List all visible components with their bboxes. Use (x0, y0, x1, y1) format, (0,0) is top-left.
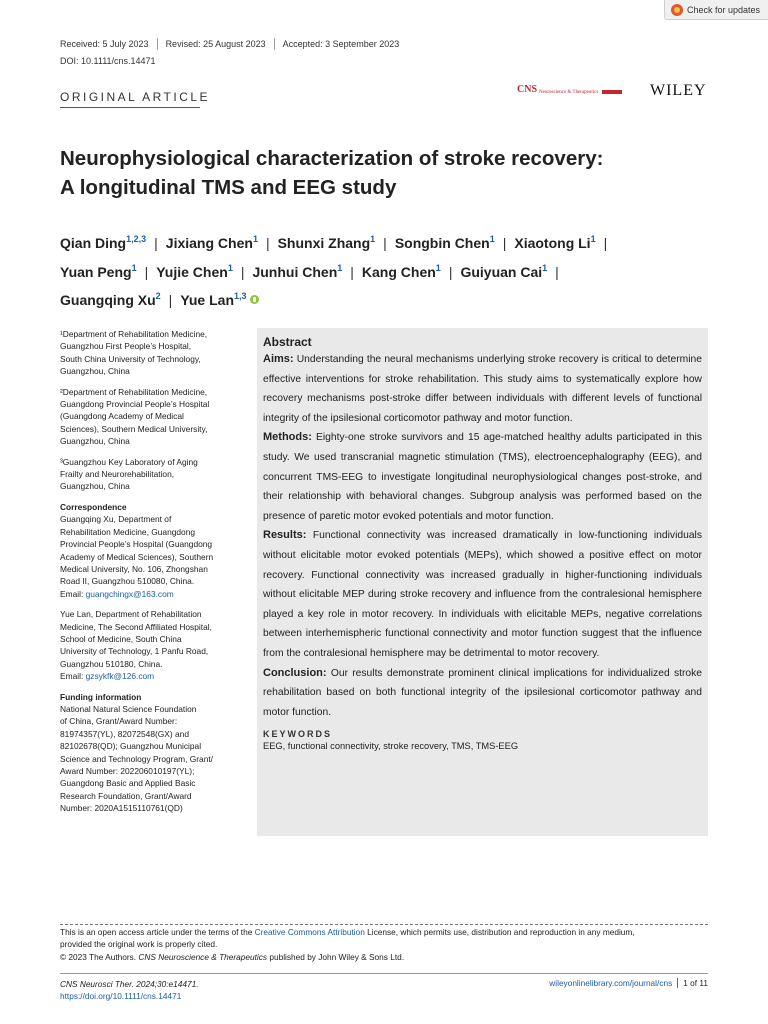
author-separator: | (154, 235, 158, 251)
affiliation (60, 456, 250, 493)
author-affiliation-marks: 1 (489, 234, 495, 244)
keywords-heading: KEYWORDS (263, 729, 333, 740)
doi: DOI: 10.1111/cns.14471 (60, 56, 156, 66)
correspondence-line: Medicine, The Second Affiliated Hospital, (60, 621, 212, 632)
author-separator: | (240, 263, 245, 280)
author-line (60, 227, 710, 256)
email-link[interactable]: guangchingx@163.com (85, 588, 174, 599)
funding-text (60, 703, 250, 815)
correspondence-line: Rehabilitation Medicine, Guangdong (60, 526, 196, 537)
author-name[interactable]: Yue Lan (180, 292, 234, 308)
journal-site-link[interactable]: wileyonlinelibrary.com/journal/cns (549, 978, 673, 988)
author-separator: | (265, 235, 270, 251)
author-list (60, 227, 710, 313)
author-affiliation-marks: 1 (131, 262, 137, 273)
check-for-updates-button[interactable] (664, 0, 768, 20)
funding (60, 691, 250, 815)
correspondence-heading: Correspondence (60, 501, 127, 512)
abstract-results (263, 526, 702, 663)
divider (274, 38, 275, 50)
article-type: ORIGINAL ARTICLE (60, 90, 211, 104)
divider (157, 38, 158, 50)
journal-logo-cns: CNS (517, 84, 538, 95)
footer-divider (60, 924, 708, 925)
methods-label: Methods: (263, 431, 312, 444)
abstract-aims (263, 350, 702, 428)
results-label: Results: (263, 529, 307, 542)
correspondence-line: University of Technology, 1 Panfu Road, (60, 646, 209, 657)
license-text: This is an open access article under the terms of the (60, 927, 255, 937)
author-affiliation-marks: 1,2,3 (126, 234, 147, 244)
conclusion-label: Conclusion: (263, 666, 327, 679)
author-name[interactable]: Guangqing Xu (60, 292, 156, 308)
license-note (60, 926, 708, 963)
author-name[interactable]: Xiaotong Li (514, 235, 591, 251)
funding-line: Number: 2020A1515110761(QD) (60, 803, 183, 814)
correspondence-address (60, 513, 250, 587)
affiliation-line: ¹Department of Rehabilitation Medicine, (60, 329, 208, 339)
crossmark-icon (671, 4, 683, 16)
author-affiliation-marks: 1,3 (234, 291, 247, 301)
methods-text: Eighty-one stroke survivors and 15 age-matched healthy adults participated in this study. We used transcranial magnetic stimulation (TMS), electroencephalography (EEG), and concurrent TMS-EEG to investigate longitudinal neurophysiological changes post-stroke, and their relationship with behavioral changes. Subgroup analysis was performed based on the presence of paretic motor evoked potentials and motor function. (263, 432, 702, 522)
funding-line: 81974357(YL), 82072548(GX) and (60, 728, 189, 739)
received-date: Received: 5 July 2023 (60, 39, 149, 49)
author-separator: | (555, 263, 559, 280)
correspondence-line: Academy of Medical Sciences), Southern (60, 551, 214, 562)
abstract-methods (263, 428, 702, 526)
affiliation-line: Guangzhou, China (60, 481, 130, 492)
author-name[interactable]: Junhui Chen (252, 263, 338, 280)
affiliation-line: (Guangdong Academy of Medical (60, 411, 184, 422)
journal-name: CNS Neuroscience & Therapeutics (138, 951, 268, 962)
accepted-date: Accepted: 3 September 2023 (282, 39, 400, 49)
copyright-text: © 2023 The Authors. (60, 951, 139, 962)
author-name[interactable]: Shunxi Zhang (277, 235, 371, 251)
correspondence-line: School of Medicine, South China (60, 633, 182, 644)
citation-block (60, 978, 199, 1002)
email-label: Email: (60, 671, 84, 682)
doi-link[interactable]: https://doi.org/10.1111/cns.14471 (60, 991, 182, 1001)
author-name[interactable]: Yujie Chen (156, 263, 228, 280)
aims-text: Understanding the neural mechanisms underlying stroke recovery is critical to determine effective interventions for stroke rehabilitation. This study aims to systematically explore how recovery mechanisms post-stroke differ between individuals with different levels of functional integrity of the ipsilesional corticomotor pathway and motor function. (263, 354, 702, 424)
article-type-underline (60, 107, 200, 108)
history-dates (60, 38, 399, 50)
author-name[interactable]: Yuan Peng (60, 263, 132, 280)
abstract-conclusion (263, 664, 702, 723)
author-name[interactable]: Kang Chen (361, 263, 436, 280)
article-title (60, 144, 700, 202)
correspondence-address (60, 608, 250, 670)
author-separator: | (502, 235, 507, 251)
author-affiliation-marks: 1 (252, 234, 258, 244)
check-for-updates-label: Check for updates (687, 4, 761, 15)
funding-line: of China, Grant/Award Number: (60, 716, 178, 727)
left-column (60, 328, 250, 823)
affiliation-line: South China University of Technology, (60, 353, 201, 364)
journal-logo-text: Neuroscience & Therapeutics (539, 90, 599, 95)
author-affiliation-marks: 1 (227, 262, 233, 273)
author-name[interactable]: Jixiang Chen (165, 235, 253, 251)
correspondence-line: Road II, Guangzhou 510080, China. (60, 576, 195, 587)
citation: CNS Neurosci Ther. 2024;30:e14471. (60, 979, 199, 989)
author-name[interactable]: Songbin Chen (394, 235, 490, 251)
email-label: Email: (60, 588, 84, 599)
affiliation (60, 386, 250, 448)
correspondence-email (60, 670, 250, 682)
author-name[interactable]: Qian Ding (60, 235, 127, 251)
affiliation (60, 328, 250, 378)
license-line (60, 926, 708, 938)
journal-logo-bar (602, 90, 622, 94)
journal-logo[interactable] (517, 84, 622, 95)
funding-line: 82102678(QD); Guangzhou Municipal (60, 741, 202, 752)
author-separator: | (448, 263, 453, 280)
correspondence-line: Yue Lan, Department of Rehabilitation (60, 609, 202, 620)
affiliation-line: Guangzhou, China (60, 436, 130, 447)
results-text: Functional connectivity was increased dramatically in low-functioning individuals without elicitable motor evoked potentials (MEPs), which showed a positive effect on motor recovery. Functional connectivity was increased gradually in higher-functioning individuals without elicitable MEP during stroke recovery and influence from the contralesional hemisphere played a key role in motor recovery. In individuals with elicitable MEPs, negative correlations between interhemispheric functional connectivity and motor function suggest that the influence from the contralesional hemisphere may be detrimental to motor recovery. (263, 530, 702, 659)
correspondence-line: Guangzhou 510180, China. (60, 658, 163, 669)
author-separator: | (168, 292, 173, 308)
correspondence (60, 501, 250, 683)
conclusion-text: Our results demonstrate prominent clinical implications for individualized stroke rehabilitation based on both functional integrity of the ipsilesional corticomotor pathway and motor function. (263, 667, 702, 718)
abstract-heading: Abstract (263, 335, 312, 349)
funding-line: Guangdong Basic and Applied Basic (60, 778, 196, 789)
footer-rule (60, 973, 708, 974)
affiliation-line: Guangzhou, China (60, 366, 130, 377)
affiliation-line: Sciences), Southern Medical University, (60, 423, 208, 434)
page-number: 1 of 11 (683, 978, 708, 988)
funding-line: National Natural Science Foundation (60, 703, 197, 714)
author-separator: | (603, 235, 608, 251)
keywords: EEG, functional connectivity, stroke recovery, TMS, TMS-EEG (263, 741, 519, 752)
copyright-line (60, 951, 708, 963)
title-line: Neurophysiological characterization of stroke recovery: (60, 147, 604, 170)
aims-label: Aims: (263, 353, 294, 365)
publisher-logo[interactable]: WILEY (650, 82, 707, 99)
revised-date: Revised: 25 August 2023 (165, 39, 266, 49)
correspondence-line: Provincial People’s Hospital (Guangdong (60, 539, 213, 550)
author-separator: | (383, 235, 387, 251)
abstract-box (257, 328, 708, 836)
footer-right (520, 978, 708, 988)
author-line (60, 284, 710, 313)
license-line: provided the original work is properly cited. (60, 939, 218, 950)
email-link[interactable]: gzsykfk@126.com (85, 671, 155, 682)
correspondence-email (60, 588, 250, 600)
funding-line: Research Foundation, Grant/Award (60, 790, 192, 801)
author-name[interactable]: Guiyuan Cai (460, 263, 543, 280)
affiliation-line: Frailty and Neurorehabilitation, (60, 469, 175, 480)
funding-heading: Funding information (60, 691, 142, 702)
affiliation-line: Guangdong Provincial People’s Hospital (60, 399, 210, 410)
divider (677, 978, 678, 988)
title-line: A longitudinal TMS and EEG study (60, 176, 397, 199)
author-affiliation-marks: 1 (542, 262, 548, 273)
license-text: License, which permits use, distribution and reproduction in any medium, (364, 927, 635, 937)
author-affiliation-marks: 1 (370, 234, 376, 244)
author-affiliation-marks: 2 (155, 291, 161, 301)
correspondence-line: Medical University, No. 106, Zhongshan (60, 563, 208, 574)
author-separator: | (144, 263, 149, 280)
author-affiliation-marks: 1 (337, 262, 343, 273)
funding-line: Award Number: 202206010197(YL); (60, 766, 195, 776)
funding-line: Science and Technology Program, Grant/ (60, 753, 214, 764)
affiliation-line: Guangzhou First People’s Hospital, (60, 341, 192, 352)
affiliation-line: ³Guangzhou Key Laboratory of Aging (60, 456, 198, 467)
affiliation-line: ²Department of Rehabilitation Medicine, (60, 386, 208, 397)
correspondence-line: Guangqing Xu, Department of (60, 514, 172, 525)
orcid-icon[interactable] (250, 295, 259, 304)
author-affiliation-marks: 1 (590, 234, 596, 244)
affiliations (60, 328, 250, 493)
cc-link[interactable]: Creative Commons Attribution (254, 927, 365, 937)
author-line (60, 256, 710, 285)
author-separator: | (350, 263, 354, 280)
author-affiliation-marks: 1 (435, 262, 441, 273)
copyright-text: published by John Wiley & Sons Ltd. (267, 951, 405, 962)
